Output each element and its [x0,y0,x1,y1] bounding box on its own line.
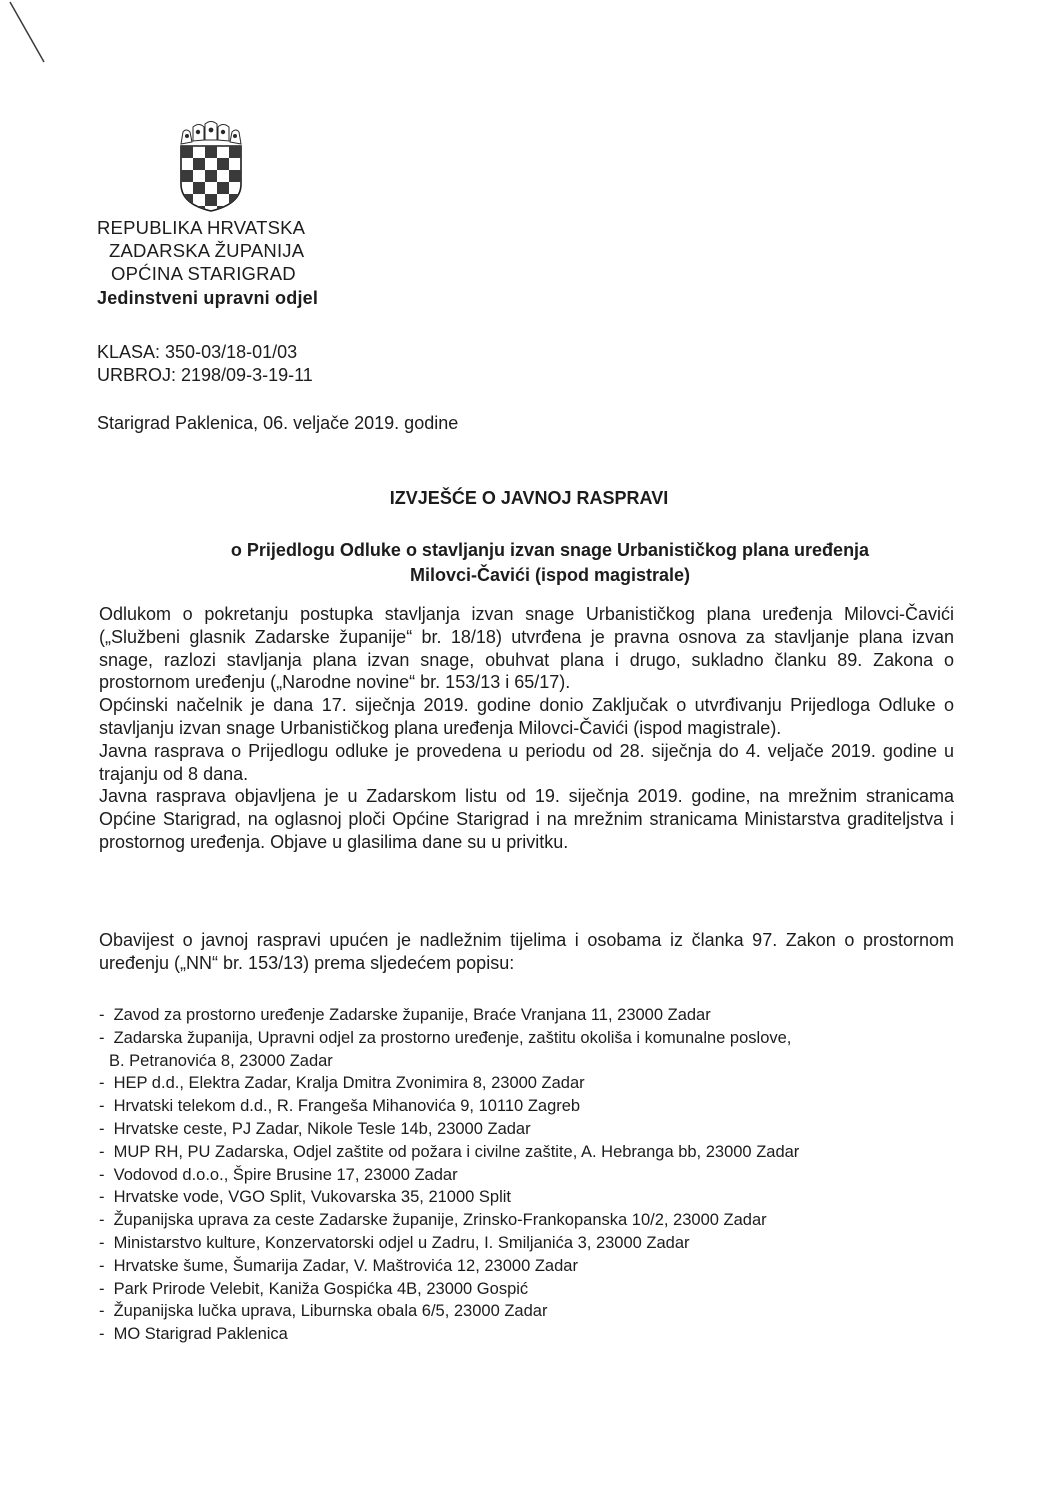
list-item: - Hrvatske vode, VGO Split, Vukovarska 35, 21000 Split [99,1188,512,1207]
coat-check-square [181,146,193,158]
issuer-header [97,216,318,310]
municipality-name: OPĆINA STARIGRAD [111,263,296,284]
subtitle-line-2: Milovci-Čavići (ispod magistrale) [409,565,691,585]
coat-check-square [217,182,229,194]
coat-check-square [181,170,193,182]
coat-check-square [193,158,205,170]
paragraph-conclusion: Općinski načelnik je dana 17. siječnja 2019. godine donio Zaključak o utvrđivanju Prijedloga Odluke o stavljanju izvan snage Urbanističkog plana uređenja Milovci-Čavići (ispod magistrale). [99,695,954,738]
list-item: - Županijska uprava za ceste Zadarske županije, Zrinsko-Frankopanska 10/2, 23000 Zadar [99,1211,767,1230]
paragraph-legal-basis: Odlukom o pokretanju postupka stavljanja izvan snage Urbanističkog plana uređenja Milovci-Čavići („Službeni glasnik Zadarske županije“ br. 18/18) utvrđena je pravna osnova za stavljanje plana izvan snage, razlozi stavljanja plana izvan snage, obuhvat plana i drugo, sukladno članku 89. Zakona o prostornom uređenju („Narodne novine“ br. 153/13 i 65/17). [99,604,954,693]
klasa-number: KLASA: 350-03/18-01/03 [97,342,298,362]
report-body [99,603,954,854]
county-name: ZADARSKA ŽUPANIJA [109,240,305,261]
list-item: - Županijska lučka uprava, Liburnska obala 6/5, 23000 Zadar [99,1302,548,1321]
scan-artifact-line [0,0,60,70]
coat-check-square [193,182,205,194]
list-item: - MUP RH, PU Zadarska, Odjel zaštite od požara i civilne zaštite, A. Hebranga bb, 23000 Zadar [99,1142,800,1161]
document-subtitle [100,538,1000,588]
list-item: - Hrvatske ceste, PJ Zadar, Nikole Tesle 14b, 23000 Zadar [99,1119,531,1138]
coat-check-square [229,146,241,158]
coat-of-arms-icon [177,120,245,212]
list-item-continuation: B. Petranovića 8, 23000 Zadar [109,1051,333,1070]
recipient-list [99,1004,999,1346]
place-and-date: Starigrad Paklenica, 06. veljače 2019. godine [97,413,459,433]
coat-check-square [217,158,229,170]
list-item: - Park Prirode Velebit, Kaniža Gospićka 4B, 23000 Gospić [99,1279,529,1298]
reference-numbers [97,341,313,387]
notice-paragraph: Obavijest o javnoj raspravi upućen je nadležnim tijelima i osobama iz članka 97. Zakon o prostornom uređenju („NN“ br. 153/13) prema sljedećem popisu: [99,930,954,973]
document-title: IZVJEŠĆE O JAVNOJ RASPRAVI [389,488,669,508]
coat-check-square [205,194,217,206]
list-item: - Ministarstvo kulture, Konzervatorski odjel u Zadru, I. Smiljanića 3, 23000 Zadar [99,1233,690,1252]
list-item: - Vodovod d.o.o., Špire Brusine 17, 23000 Zadar [99,1165,458,1184]
list-item: - Zavod za prostorno uređenje Zadarske županije, Braće Vranjana 11, 23000 Zadar [99,1006,711,1024]
paragraph-period: Javna rasprava o Prijedlogu odluke je provedena u periodu od 28. siječnja do 4. veljače 2019. godine u trajanju od 8 dana. [99,740,954,784]
subtitle-line-1: o Prijedlogu Odluke o stavljanju izvan snage Urbanističkog plana uređenja [230,540,870,560]
coat-check-square [229,170,241,182]
list-item: - Hrvatske šume, Šumarija Zadar, V. Maštrovića 12, 23000 Zadar [99,1256,578,1275]
paragraph-publication: Javna rasprava objavljena je u Zadarskom listu od 19. siječnja 2019. godine, na mrežnim stranicama Općine Starigrad, na oglasnoj ploči Općine Starigrad i na mrežnim stranicama Ministarstva graditeljstva i prostornog uređenja. Objave u glasilima dane su u privitku. [99,786,954,852]
list-item: - HEP d.d., Elektra Zadar, Kralja Dmitra Zvonimira 8, 23000 Zadar [99,1074,585,1093]
list-item: - MO Starigrad Paklenica [99,1325,288,1344]
country-name: REPUBLIKA HRVATSKA [97,217,306,238]
coat-check-square [205,146,217,158]
department-name: Jedinstveni upravni odjel [97,288,319,308]
list-item: - Zadarska županija, Upravni odjel za prostorno uređenje, zaštitu okoliša i komunalne poslove, [99,1028,792,1047]
urbroj-number: URBROJ: 2198/09-3-19-11 [97,365,313,385]
coat-check-square [205,170,217,182]
list-item: - Hrvatski telekom d.d., R. Frangeša Mihanovića 9, 10110 Zagreb [99,1097,581,1116]
